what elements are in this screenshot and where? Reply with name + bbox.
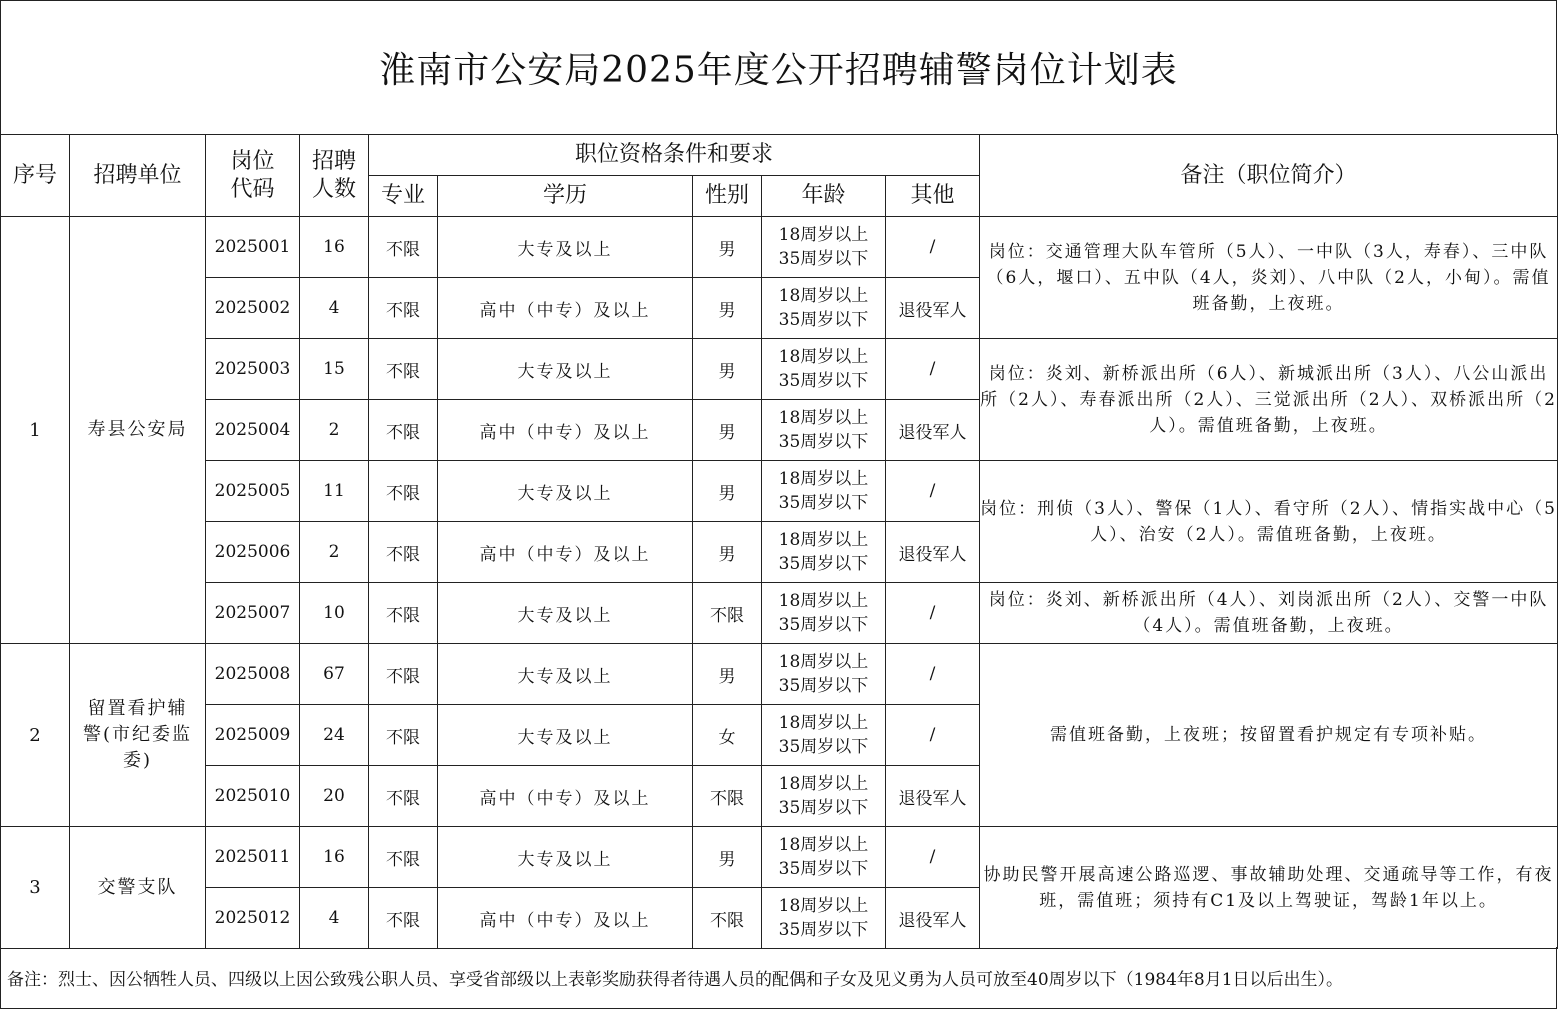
cell-age-min: 18周岁以上 (778, 225, 869, 245)
cell-count: 16 (300, 827, 369, 888)
cell-age-min: 18周岁以上 (778, 347, 869, 367)
cell-other: 退役军人 (886, 888, 980, 949)
cell-major: 不限 (369, 644, 438, 705)
cell-age-min: 18周岁以上 (778, 591, 869, 611)
cell-age (762, 888, 886, 949)
cell-age-max: 35周岁以下 (778, 310, 869, 330)
cell-code: 2025010 (206, 766, 300, 827)
cell-major: 不限 (369, 766, 438, 827)
cell-age-max: 35周岁以下 (778, 676, 869, 696)
cell-gender: 男 (693, 827, 762, 888)
cell-other: / (886, 644, 980, 705)
cell-age-max: 35周岁以下 (778, 737, 869, 757)
cell-gender: 男 (693, 461, 762, 522)
cell-education: 大专及以上 (438, 705, 693, 766)
cell-code: 2025008 (206, 644, 300, 705)
header-education: 学历 (438, 176, 693, 217)
cell-gender: 不限 (693, 583, 762, 644)
cell-age (762, 766, 886, 827)
group-unit: 留置看护辅警(市纪委监委) (70, 644, 206, 827)
cell-code: 2025006 (206, 522, 300, 583)
cell-gender: 男 (693, 644, 762, 705)
header-count: 招聘人数 (300, 135, 369, 217)
cell-major: 不限 (369, 339, 438, 400)
cell-education: 大专及以上 (438, 827, 693, 888)
cell-remarks: 岗位：炎刘、新桥派出所（6人）、新城派出所（3人）、八公山派出所（2人）、寿春派出所（2人）、三觉派出所（2人）、双桥派出所（2人）。需值班备勤，上夜班。 (980, 339, 1558, 461)
cell-count: 4 (300, 278, 369, 339)
cell-code: 2025011 (206, 827, 300, 888)
cell-remarks: 岗位：交通管理大队车管所（5人）、一中队（3人，寿春）、三中队（6人，堰口）、五中队（4人，炎刘）、八中队（2人，小甸）。需值班备勤，上夜班。 (980, 217, 1558, 339)
cell-count: 24 (300, 705, 369, 766)
cell-other: 退役军人 (886, 400, 980, 461)
cell-age (762, 522, 886, 583)
header-code: 岗位代码 (206, 135, 300, 217)
page-title: 淮南市公安局2025年度公开招聘辅警岗位计划表 (379, 50, 1178, 91)
cell-age (762, 339, 886, 400)
cell-code: 2025012 (206, 888, 300, 949)
cell-age (762, 217, 886, 278)
header-major: 专业 (369, 176, 438, 217)
cell-gender: 女 (693, 705, 762, 766)
cell-code: 2025005 (206, 461, 300, 522)
cell-education: 高中（中专）及以上 (438, 400, 693, 461)
cell-education: 高中（中专）及以上 (438, 766, 693, 827)
cell-count: 20 (300, 766, 369, 827)
cell-gender: 不限 (693, 888, 762, 949)
group-seq: 3 (1, 827, 70, 949)
cell-education: 大专及以上 (438, 339, 693, 400)
cell-age (762, 583, 886, 644)
cell-gender: 男 (693, 217, 762, 278)
cell-other: / (886, 827, 980, 888)
cell-remarks: 需值班备勤，上夜班；按留置看护规定有专项补贴。 (980, 644, 1558, 827)
cell-age (762, 705, 886, 766)
header-qualifications: 职位资格条件和要求 (369, 135, 980, 176)
cell-code: 2025003 (206, 339, 300, 400)
header-remarks: 备注（职位简介） (980, 135, 1558, 217)
cell-remarks: 岗位：刑侦（3人）、警保（1人）、看守所（2人）、情指实战中心（5人）、治安（2人）。需值班备勤，上夜班。 (980, 461, 1558, 583)
cell-age (762, 644, 886, 705)
cell-education: 高中（中专）及以上 (438, 522, 693, 583)
cell-age-max: 35周岁以下 (778, 493, 869, 513)
cell-count: 67 (300, 644, 369, 705)
group-seq: 1 (1, 217, 70, 644)
cell-code: 2025001 (206, 217, 300, 278)
header-age: 年龄 (762, 176, 886, 217)
title-box (0, 0, 1557, 134)
cell-major: 不限 (369, 705, 438, 766)
group-seq: 2 (1, 644, 70, 827)
group-unit: 寿县公安局 (70, 217, 206, 644)
cell-age-min: 18周岁以上 (778, 530, 869, 550)
cell-gender: 男 (693, 278, 762, 339)
cell-age-max: 35周岁以下 (778, 554, 869, 574)
cell-age-min: 18周岁以上 (778, 408, 869, 428)
cell-major: 不限 (369, 827, 438, 888)
cell-major: 不限 (369, 217, 438, 278)
cell-count: 2 (300, 522, 369, 583)
cell-age-max: 35周岁以下 (778, 798, 869, 818)
cell-age (762, 278, 886, 339)
cell-age-max: 35周岁以下 (778, 920, 869, 940)
header-seq: 序号 (1, 135, 70, 217)
cell-education: 大专及以上 (438, 644, 693, 705)
cell-gender: 男 (693, 400, 762, 461)
cell-education: 大专及以上 (438, 461, 693, 522)
cell-count: 10 (300, 583, 369, 644)
cell-other: 退役军人 (886, 522, 980, 583)
cell-age (762, 827, 886, 888)
cell-count: 2 (300, 400, 369, 461)
cell-education: 高中（中专）及以上 (438, 888, 693, 949)
cell-age (762, 400, 886, 461)
cell-remarks: 岗位：炎刘、新桥派出所（4人）、刘岗派出所（2人）、交警一中队（4人）。需值班备勤，上夜班。 (980, 583, 1558, 644)
cell-education: 高中（中专）及以上 (438, 278, 693, 339)
cell-age-min: 18周岁以上 (778, 286, 869, 306)
cell-count: 15 (300, 339, 369, 400)
cell-age (762, 461, 886, 522)
header-gender: 性别 (693, 176, 762, 217)
cell-code: 2025002 (206, 278, 300, 339)
cell-gender: 不限 (693, 766, 762, 827)
cell-gender: 男 (693, 522, 762, 583)
cell-age-max: 35周岁以下 (778, 432, 869, 452)
cell-education: 大专及以上 (438, 583, 693, 644)
cell-major: 不限 (369, 888, 438, 949)
cell-major: 不限 (369, 461, 438, 522)
cell-age-max: 35周岁以下 (778, 249, 869, 269)
cell-age-min: 18周岁以上 (778, 713, 869, 733)
cell-count: 16 (300, 217, 369, 278)
cell-age-max: 35周岁以下 (778, 615, 869, 635)
cell-education: 大专及以上 (438, 217, 693, 278)
cell-other: / (886, 705, 980, 766)
cell-remarks: 协助民警开展高速公路巡逻、事故辅助处理、交通疏导等工作，有夜班，需值班；须持有C1及以上驾驶证，驾龄1年以上。 (980, 827, 1558, 949)
cell-other: / (886, 461, 980, 522)
cell-gender: 男 (693, 339, 762, 400)
cell-code: 2025007 (206, 583, 300, 644)
cell-major: 不限 (369, 583, 438, 644)
cell-other: / (886, 217, 980, 278)
footnote: 备注：烈士、因公牺牲人员、四级以上因公致残公职人员、享受省部级以上表彰奖励获得者待遇人员的配偶和子女及见义勇为人员可放至40周岁以下（1984年8月1日以后出生）。 (7, 970, 1344, 990)
cell-other: / (886, 583, 980, 644)
cell-code: 2025009 (206, 705, 300, 766)
cell-count: 11 (300, 461, 369, 522)
cell-other: 退役军人 (886, 766, 980, 827)
cell-count: 4 (300, 888, 369, 949)
cell-age-max: 35周岁以下 (778, 371, 869, 391)
cell-major: 不限 (369, 278, 438, 339)
cell-age-min: 18周岁以上 (778, 652, 869, 672)
cell-age-min: 18周岁以上 (778, 835, 869, 855)
cell-major: 不限 (369, 400, 438, 461)
cell-age-min: 18周岁以上 (778, 469, 869, 489)
cell-age-max: 35周岁以下 (778, 859, 869, 879)
cell-major: 不限 (369, 522, 438, 583)
group-unit: 交警支队 (70, 827, 206, 949)
cell-other: / (886, 339, 980, 400)
recruitment-table (0, 134, 1558, 949)
cell-age-min: 18周岁以上 (778, 896, 869, 916)
header-other: 其他 (886, 176, 980, 217)
cell-age-min: 18周岁以上 (778, 774, 869, 794)
footnote-box (0, 947, 1557, 1009)
cell-code: 2025004 (206, 400, 300, 461)
header-unit: 招聘单位 (70, 135, 206, 217)
cell-other: 退役军人 (886, 278, 980, 339)
